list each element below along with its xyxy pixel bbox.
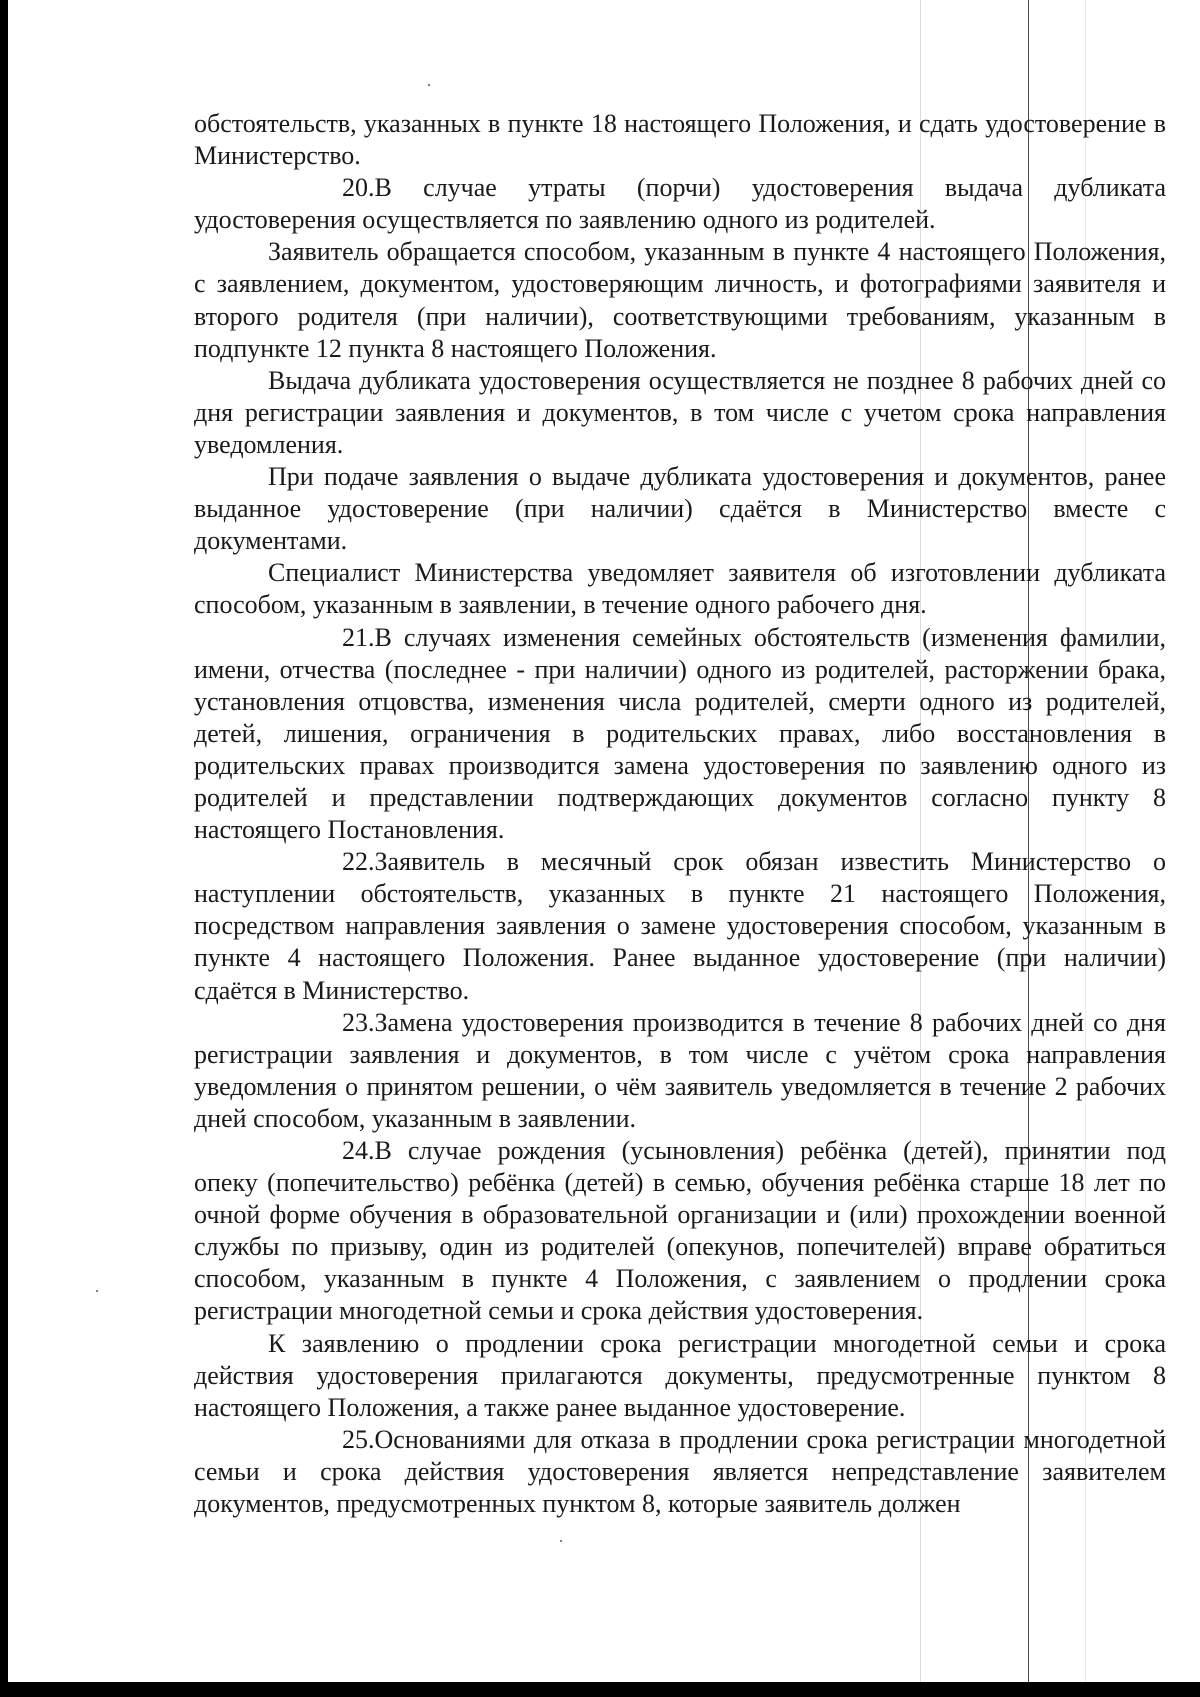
- paragraph-number: 20.: [342, 173, 375, 203]
- scan-speck: [428, 84, 430, 86]
- paragraph-text: В случаях изменения семейных обстоятельств (изменения фамилии, имени, отчества (последнее - при наличии) одного из родителей, расторжении брака, установления отцовства, изменения числа родителей, смерти одного из родителей, детей, лишения, ограничения в родительских правах, либо восстановления в родительских правах производится замена удостоверения по заявлению одного из родителей и представлении подтверждающих документов согласно пункту 8 настоящего Постановления.: [194, 622, 1166, 845]
- paragraph-number: 22.: [342, 847, 375, 877]
- paragraph-number: 21.: [342, 622, 375, 652]
- paragraph-text: К заявлению о продлении срока регистрации многодетной семьи и срока действия удостоверения прилагаются документы, предусмотренные пунктом 8 настоящего Положения, а также ранее выданное удостоверение.: [194, 1328, 1166, 1422]
- paragraph-text: обстоятельств, указанных в пункте 18 настоящего Положения, и сдать удостоверение в Министерство.: [194, 109, 1166, 171]
- paragraph-text: Заявитель в месячный срок обязан известить Министерство о наступлении обстоятельств, указанных в пункте 21 настоящего Положения, посредством направления заявления о замене удостоверения способом, указанным в пункте 4 настоящего Положения. Ранее выданное удостоверение (при наличии) сдаётся в Министерство.: [194, 847, 1166, 1005]
- paragraph-20: [194, 172, 1166, 236]
- scan-border-left: [0, 0, 8, 1697]
- scan-speck: [96, 1290, 98, 1292]
- paragraph-number: 23.: [342, 1007, 375, 1037]
- scan-speck: [560, 1540, 562, 1542]
- paragraph: [194, 236, 1166, 364]
- paragraph-text: Основаниями для отказа в продлении срока регистрации многодетной семьи и срока действия удостоверения является непредставление заявителем документов, предусмотренных пунктом 8, которые заявитель должен: [194, 1424, 1166, 1519]
- paragraph-text: В случае рождения (усыновления) ребёнка (детей), принятии под опеку (попечительство) ребёнка (детей) в семью, обучения ребёнка старше 18 лет по очной форме обучения в образовательной организации и (или) прохождении военной службы по призыву, один из родителей (опекунов, попечителей) вправе обратиться способом, указанным в пункте 4 Положения, с заявлением о продлении срока регистрации многодетной семьи и срока действия удостоверения.: [194, 1136, 1166, 1326]
- paragraph: [194, 461, 1166, 557]
- paragraph-text: Заявитель обращается способом, указанным в пункте 4 настоящего Положения, с заявлением, документом, удостоверяющим личность, и фотографиями заявителя и второго родителя (при наличии), соответствующими требованиям, указанным в подпункте 12 пункта 8 настоящего Положения.: [194, 237, 1166, 363]
- paragraph: [194, 365, 1166, 461]
- paragraph-number: 24.: [342, 1136, 375, 1165]
- paragraph-24: [194, 1135, 1166, 1328]
- paragraph-23: [194, 1007, 1166, 1135]
- paragraph-text: Выдача дубликата удостоверения осуществляется не позднее 8 рабочих дней со дня регистрации заявления и документов, в том числе с учетом срока направления уведомления.: [194, 365, 1166, 459]
- paragraph-21: [194, 622, 1166, 847]
- paragraph-text: Замена удостоверения производится в течение 8 рабочих дней со дня регистрации заявления и документов, в том числе с учётом срока направления уведомления о принятом решении, о чём заявитель уведомляется в течение 2 рабочих дней способом, указанным в заявлении.: [194, 1007, 1166, 1133]
- scan-border-bottom: [0, 1682, 1200, 1697]
- paragraph-continuation: [194, 108, 1166, 172]
- paragraph-text: При подаче заявления о выдаче дубликата удостоверения и документов, ранее выданное удостоверение (при наличии) сдаётся в Министерство вместе с документами.: [194, 462, 1166, 556]
- paragraph: [194, 557, 1166, 621]
- paragraph-number: 25.: [342, 1424, 375, 1454]
- document-body: [194, 108, 1166, 1520]
- paragraph-22: [194, 846, 1166, 1006]
- paragraph-text: В случае утраты (порчи) удостоверения выдача дубликата удостоверения осуществляется по заявлению одного из родителей.: [194, 173, 1166, 235]
- paragraph-25: [194, 1424, 1166, 1520]
- paragraph: [194, 1328, 1166, 1424]
- paragraph-text: Специалист Министерства уведомляет заявителя об изготовлении дубликата способом, указанным в заявлении, в течение одного рабочего дня.: [194, 558, 1166, 620]
